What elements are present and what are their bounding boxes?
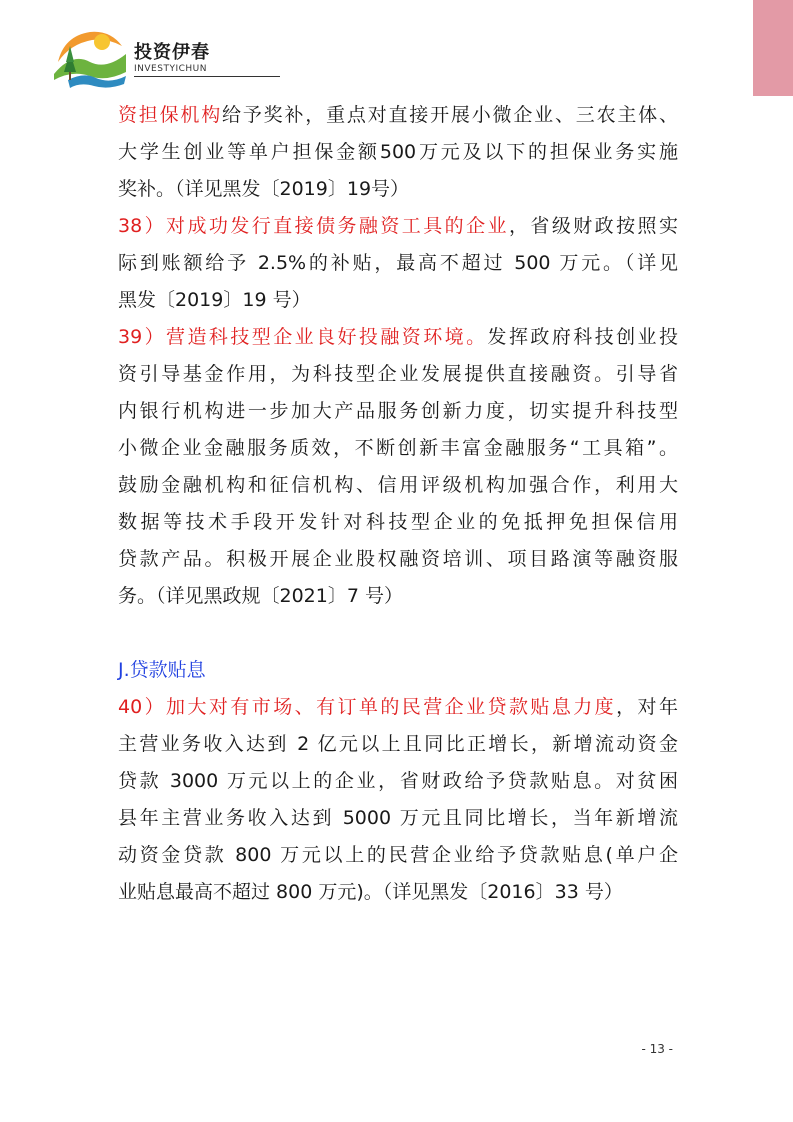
paragraph-line: 际到账额给予 2.5%的补贴，最高不超过 500 万元。（详见 xyxy=(118,252,678,274)
paragraph-line xyxy=(118,689,678,726)
highlight-text: 资担保机构 xyxy=(118,104,223,126)
brand-name-english: INVESTYICHUN xyxy=(134,64,207,74)
item-heading: 38）对成功发行直接债务融资工具的企业 xyxy=(118,215,509,237)
body-text: 发挥政府科技创业投 xyxy=(487,326,678,348)
paragraph-line: 主营业务收入达到 2 亿元以上且同比正增长，新增流动资金 xyxy=(118,733,678,755)
paragraph-line: 奖补。（详见黑发〔2019〕19号） xyxy=(118,178,410,200)
paragraph-line: 务。（详见黑政规〔2021〕7 号） xyxy=(118,585,403,607)
item-heading: 40）加大对有市场、有订单的民营企业贷款贴息力度 xyxy=(118,696,617,718)
paragraph-line: 大学生创业等单户担保金额500万元及以下的担保业务实施 xyxy=(118,141,678,163)
paragraph-line: 动资金贷款 800 万元以上的民营企业给予贷款贴息(单户企 xyxy=(118,844,678,866)
brand-underline xyxy=(134,76,280,77)
paragraph-line: 资引导基金作用，为科技型企业发展提供直接融资。引导省 xyxy=(118,363,678,385)
document-body xyxy=(118,97,678,911)
paragraph-line xyxy=(118,97,678,134)
body-text: ，省级财政按照实 xyxy=(508,215,678,237)
paragraph-line xyxy=(118,319,678,356)
paragraph-line: 贷款 3000 万元以上的企业，省财政给予贷款贴息。对贫困 xyxy=(118,770,678,792)
paragraph-line: 数据等技术手段开发针对科技型企业的免抵押免担保信用 xyxy=(118,511,678,533)
paragraph-line: 黑发〔2019〕19 号） xyxy=(118,289,311,311)
paragraph-line: 鼓励金融机构和征信机构、信用评级机构加强合作，利用大 xyxy=(118,474,678,496)
paragraph-line: 贷款产品。积极开展企业股权融资培训、项目路演等融资服 xyxy=(118,548,678,570)
spacer xyxy=(118,615,678,652)
section-heading: J.贷款贴息 xyxy=(118,659,206,681)
item-heading: 39）营造科技型企业良好投融资环境。 xyxy=(118,326,488,348)
side-color-tab xyxy=(753,0,793,96)
logo-icon xyxy=(50,22,130,92)
page-number: - 13 - xyxy=(641,1042,673,1056)
body-text: 给予奖补，重点对直接开展小微企业、三农主体、 xyxy=(222,104,678,126)
paragraph-line: 业贴息最高不超过 800 万元)。（详见黑发〔2016〕33 号） xyxy=(118,881,623,903)
paragraph-line: 内银行机构进一步加大产品服务创新力度，切实提升科技型 xyxy=(118,400,678,422)
paragraph-line xyxy=(118,208,678,245)
body-text: ，对年 xyxy=(616,696,678,718)
brand-name: 投资伊春 xyxy=(134,42,210,63)
paragraph-line: 县年主营业务收入达到 5000 万元且同比增长，当年新增流 xyxy=(118,807,678,829)
paragraph-line: 小微企业金融服务质效，不断创新丰富金融服务“工具箱”。 xyxy=(118,437,678,459)
